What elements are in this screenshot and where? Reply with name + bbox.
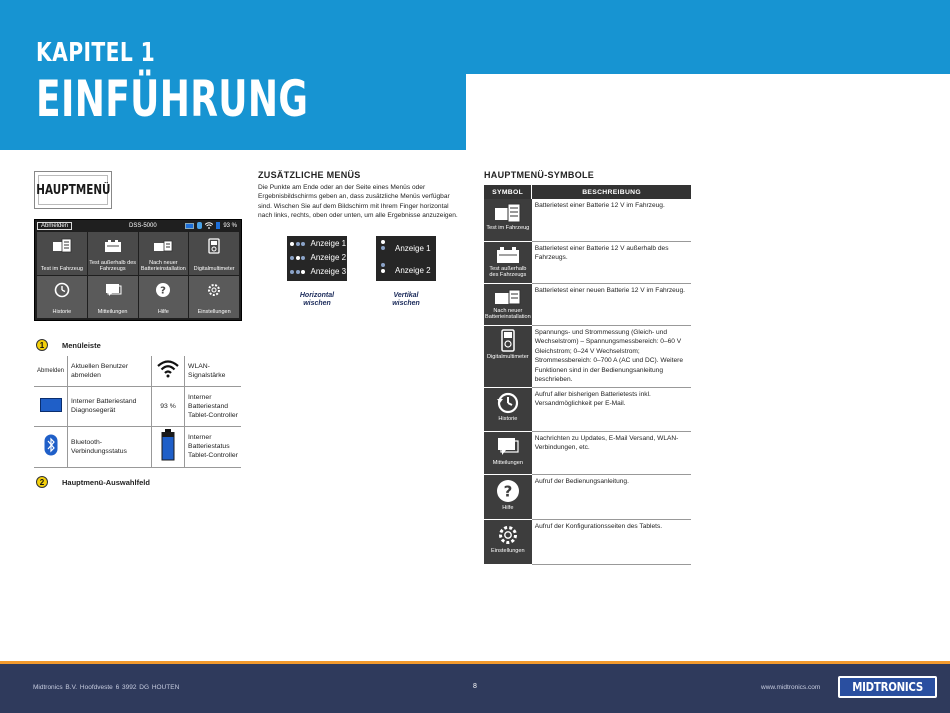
out-of-vehicle-test-icon: [103, 238, 123, 254]
chapter-title: EINFÜHRUNG: [36, 70, 309, 128]
tile-settings[interactable]: [189, 276, 239, 319]
settings-icon: [204, 282, 224, 298]
device-menu-bar: [37, 221, 239, 231]
menu-symbols-table: [484, 185, 691, 565]
symbol-cell: Test im Fahrzeug: [484, 199, 532, 241]
help-icon: [153, 282, 173, 298]
wifi-icon: [205, 222, 213, 229]
status-sym-tablet-battery: [152, 426, 185, 467]
status-desc: Interner Batteriestatus Tablet-Controller: [185, 426, 241, 467]
symbol-description: Batterietest einer neuen Batterie 12 V im Fahrzeug.: [532, 283, 691, 325]
swipe-item: Anzeige 1: [290, 239, 346, 248]
status-sym-tablet-percent: 93 %: [152, 386, 185, 426]
status-desc: Interner Batteriestand Diagnosegerät: [68, 386, 152, 426]
symbol-description: Aufruf aller bisherigen Batterietests inkl. Versandmöglichkeit per E-Mail.: [532, 387, 691, 431]
legend-menu-bar: [36, 339, 101, 351]
symbol-description: Aufruf der Konfigurationsseiten des Tablets.: [532, 519, 691, 564]
page-number: 8: [473, 683, 477, 690]
legend-title: Hauptmenü-Auswahlfeld: [62, 477, 150, 487]
symbol-row: [484, 325, 691, 387]
swipe-item: Anzeige 3: [290, 267, 346, 276]
new-battery-install-icon: [153, 238, 173, 254]
tile-messages[interactable]: [88, 276, 138, 319]
horizontal-swipe-caption: Horizontal wischen: [299, 292, 335, 307]
multimeter-icon: [204, 238, 224, 254]
tablet-battery-icon: [216, 222, 220, 229]
tile-label: Test außerhalb des Fahrzeugs: [89, 259, 137, 272]
svg-text:?: ?: [160, 285, 167, 296]
help-icon: [495, 478, 521, 504]
status-desc: Bluetooth-Verbindungsstatus: [68, 426, 152, 467]
tile-new-battery-install[interactable]: [139, 232, 189, 275]
tile-history[interactable]: [37, 276, 87, 319]
messages-icon: [495, 435, 521, 459]
device-screen-preview: [34, 219, 242, 321]
status-sym-logout: [34, 356, 68, 386]
col-header-description: BESCHREIBUNG: [532, 185, 691, 199]
symbol-description: Batterietest einer Batterie 12 V außerhalb des Fahrzeugs.: [532, 241, 691, 283]
svg-text:?: ?: [503, 482, 513, 500]
bluetooth-icon: [197, 222, 202, 229]
vertical-swipe-example: [376, 236, 436, 281]
out-of-vehicle-test-icon: [494, 245, 522, 265]
tile-label: Historie: [52, 309, 72, 315]
horizontal-swipe-example: [287, 236, 347, 281]
callout-number-2: 2: [36, 476, 48, 488]
vehicle-test-icon: [494, 202, 522, 224]
status-desc: Aktuellen Benutzer abmelden: [68, 356, 152, 386]
symbol-cell: Test außerhalb des Fahrzeugs: [484, 241, 532, 283]
wifi-icon: [157, 360, 179, 378]
swipe-item: Anzeige 2: [290, 253, 346, 262]
device-battery-icon: [185, 223, 194, 229]
tile-label: Nach neuer Batterieinstallation: [140, 259, 186, 272]
footer-address: Midtronics B.V. Hoofdveste 6 3992 DG HOUTEN: [33, 684, 180, 691]
vertical-dots: [381, 240, 387, 250]
swipe-item: Anzeige 1: [395, 244, 431, 253]
page-footer: [0, 664, 950, 713]
symbol-cell: Einstellungen: [484, 519, 532, 564]
symbol-cell: Digitalmultimeter: [484, 325, 532, 387]
extra-menus-text: Die Punkte am Ende oder an der Seite eines Menüs oder Ergebnisbildschirms geben an, dass zusätzliche Menüs verfügbar sind. Wischen Sie auf dem Bildschirm mit Ihrem Finger horizontal nach links, rechts, oben oder unten, um alle Ergebnisse anzuzeigen.: [258, 184, 458, 219]
midtronics-logo: [838, 676, 937, 698]
symbol-description: Batterietest einer Batterie 12 V im Fahrzeug.: [532, 199, 691, 241]
symbol-cell: Nach neuer Batterieinstallation: [484, 283, 532, 325]
symbol-description: Aufruf der Bedienungsanleitung.: [532, 474, 691, 519]
vertical-swipe-caption: Vertikal wischen: [392, 292, 420, 307]
callout-number-1: 1: [36, 339, 48, 351]
symbol-row: [484, 199, 691, 241]
tile-label: Hilfe: [157, 309, 169, 315]
tile-label: Mitteilungen: [97, 309, 128, 315]
main-menu-grid: [37, 232, 239, 318]
section-title-menu-symbols: HAUPTMENÜ-SYMBOLE: [484, 170, 595, 180]
device-battery-percent: 93 %: [223, 222, 237, 229]
symbol-cell: Mitteilungen: [484, 431, 532, 474]
status-desc: Interner Batteriestand Tablet-Controller: [185, 386, 241, 426]
main-menu-badge-label: HAUPTMENÜ: [35, 182, 111, 198]
symbol-cell: Historie: [484, 387, 532, 431]
history-icon: [52, 282, 72, 298]
section-title-extra-menus: ZUSÄTZLICHE MENÜS: [258, 170, 361, 180]
tile-label: Einstellungen: [197, 309, 231, 315]
col-header-symbol: SYMBOL: [484, 185, 532, 199]
symbol-row: [484, 387, 691, 431]
symbol-row: [484, 283, 691, 325]
multimeter-icon: [496, 329, 520, 353]
footer-website[interactable]: www.midtronics.com: [761, 684, 821, 691]
symbol-description: Nachrichten zu Updates, E-Mail Versand, WLAN-Verbindungen, etc.: [532, 431, 691, 474]
status-icon-table: [34, 356, 241, 468]
vertical-dots: [381, 263, 387, 273]
tile-multimeter[interactable]: [189, 232, 239, 275]
legend-main-menu-field: [36, 476, 150, 488]
logo-text: MIDTRONICS: [852, 680, 923, 694]
chapter-header: [0, 0, 950, 150]
tile-vehicle-test[interactable]: [37, 232, 87, 275]
symbol-row: [484, 241, 691, 283]
status-sym-bluetooth: [34, 426, 68, 467]
history-icon: [495, 391, 521, 415]
bluetooth-icon: [44, 434, 58, 456]
tile-label: Test im Fahrzeug: [40, 265, 83, 272]
device-model: DSS-5000: [129, 223, 157, 229]
device-logout-button[interactable]: Abmelden: [37, 222, 72, 230]
status-desc: WLAN-Signalstärke: [185, 356, 241, 386]
tile-label: Digitalmultimeter: [193, 265, 235, 272]
legend-title: Menüleiste: [62, 340, 101, 350]
device-status-area: [185, 222, 237, 229]
symbol-cell: ? Hilfe: [484, 474, 532, 519]
status-sym-device-battery: [34, 386, 68, 426]
settings-icon: [496, 523, 520, 547]
symbol-row: [484, 519, 691, 564]
main-menu-badge: [34, 171, 112, 209]
swipe-item: Anzeige 2: [395, 266, 431, 275]
vehicle-test-icon: [52, 238, 72, 254]
logout-label: Abmelden: [37, 367, 65, 374]
tile-help[interactable]: [139, 276, 189, 319]
chapter-label: KAPITEL 1: [36, 38, 156, 68]
symbol-row: [484, 431, 691, 474]
symbol-row: [484, 474, 691, 519]
new-battery-install-icon: [494, 287, 522, 307]
symbol-description: Spannungs- und Strommessung (Gleich- und Wechselstrom) – Spannungsmessbereich: 0–60 V Gleichstrom; 0–24 V Wechselstrom; Strommessbereich: 0–700 A (AC und DC). Weitere Funktionen sind in der Bedienungsanleitung beschrieben.: [532, 325, 691, 387]
tile-out-of-vehicle-test[interactable]: [88, 232, 138, 275]
header-notch: [466, 74, 950, 150]
tablet-battery-icon: [161, 429, 175, 461]
device-battery-icon: [40, 398, 62, 412]
status-sym-wifi: [152, 356, 185, 386]
messages-icon: [103, 282, 123, 298]
